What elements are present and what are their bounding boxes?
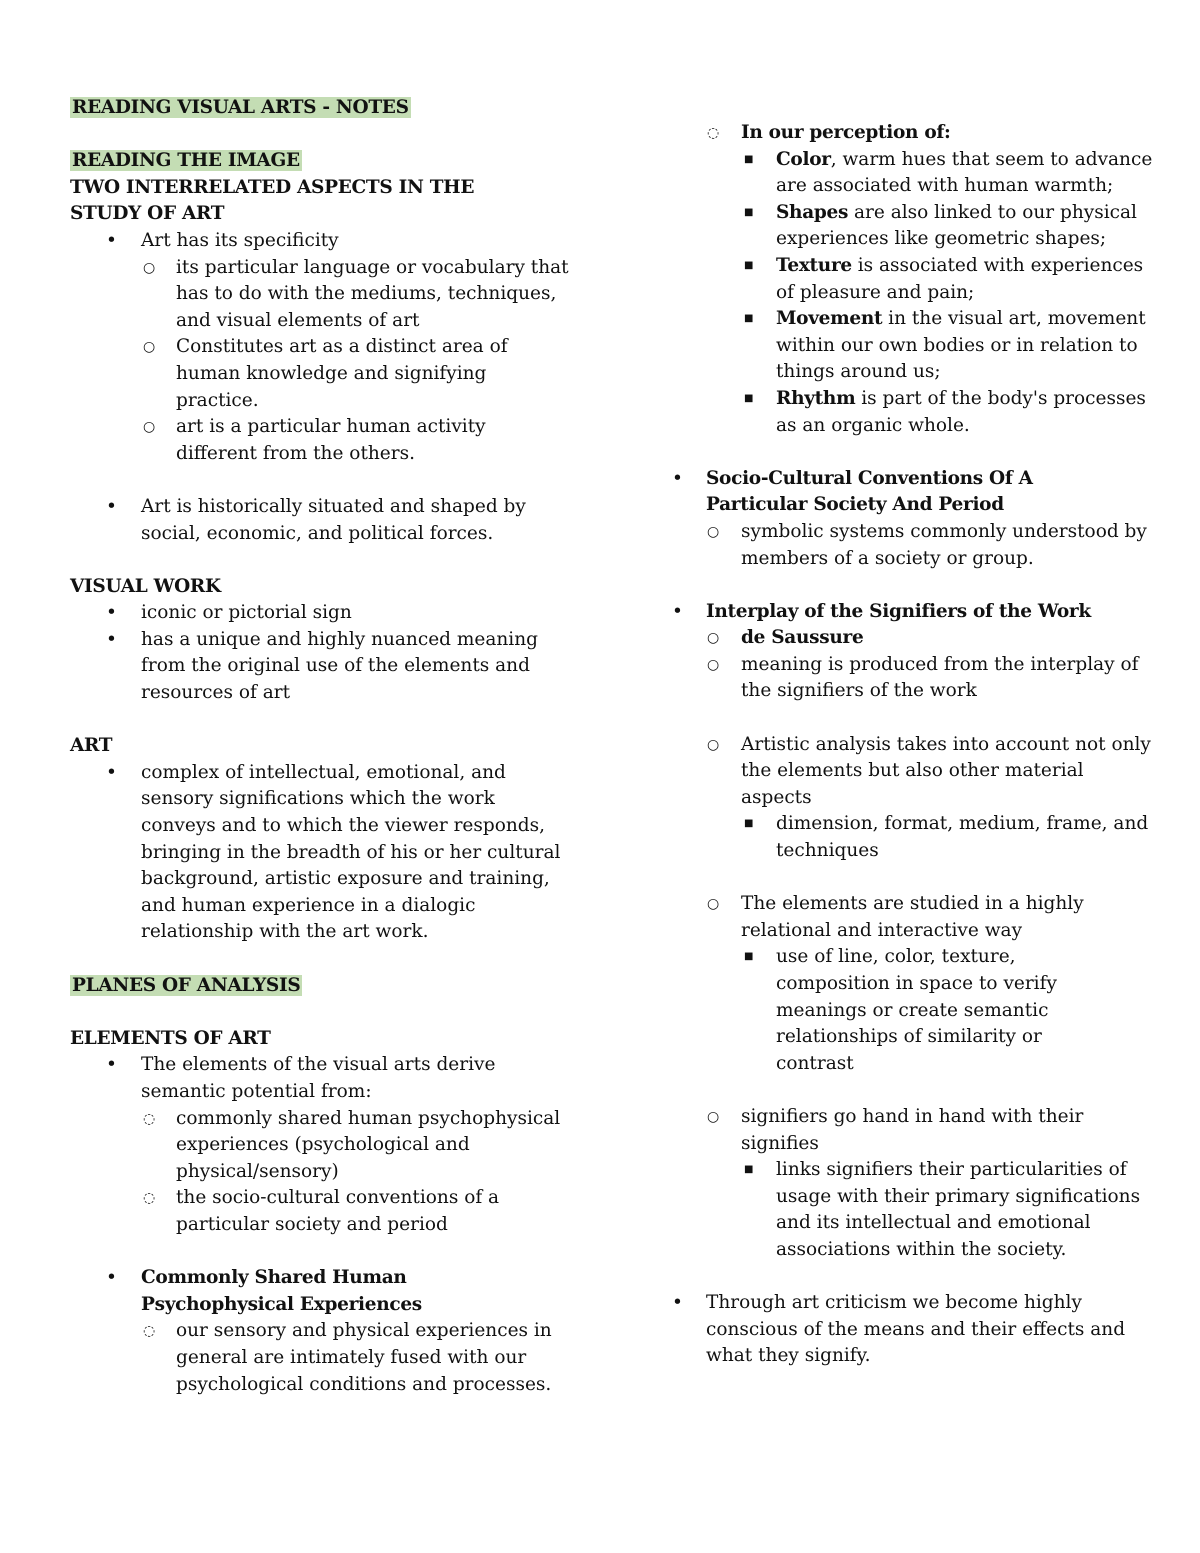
- list-item: ○ meaning is produced from the interplay of the signifiers of the work: [707, 653, 1139, 702]
- list-item: ■ Texture is associated with experiences of pleasure and pain;: [744, 254, 1144, 303]
- bullet-disc-icon: •: [106, 1054, 117, 1076]
- bullet-circle-icon: ○: [143, 259, 156, 276]
- bullet-circle-icon: ○: [143, 419, 156, 436]
- bullet-disc-icon: •: [106, 229, 117, 251]
- list-item: ◌ the socio-cultural conventions of a particular society and period: [143, 1187, 500, 1235]
- bullet-dotted-circle-icon: ◌: [143, 1190, 156, 1207]
- list-item: ■ links signifiers their particularities of usage with their primary significations and its intellectual and emotional associations within the society.: [744, 1159, 1141, 1260]
- bullet-disc-icon: •: [672, 467, 683, 489]
- list-item: ■ use of line, color, texture, composition in space to verify meanings or create semantic relationships of similarity or contrast: [744, 946, 1057, 1074]
- list-item: ■ Color, warm hues that seem to advance are associated with human warmth;: [744, 148, 1153, 197]
- bullet-circle-icon: ○: [707, 896, 720, 913]
- list-item: ■ dimension, format, medium, frame, and techniques: [744, 813, 1149, 862]
- bullet-square-icon: ■: [744, 153, 754, 165]
- list-item: • Socio-Cultural Conventions Of A Particular Society And Period: [672, 467, 1033, 516]
- right-column: [672, 120, 1157, 1370]
- list-item: ◌ In our perception of:: [672, 120, 1157, 147]
- bullet-square-icon: ■: [744, 392, 754, 404]
- list-item: • The elements of the visual arts derive semantic potential from:: [106, 1054, 496, 1102]
- list-item: ◌ commonly shared human psychophysical experiences (psychological and physical/sensory): [143, 1107, 561, 1182]
- bullet-circle-icon: ○: [143, 339, 156, 356]
- bullet-disc-icon: •: [106, 602, 117, 624]
- bullet-disc-icon: •: [106, 628, 117, 650]
- bullet-square-icon: ■: [744, 206, 754, 218]
- list-item: • Through art criticism we become highly conscious of the means and their effects and what they signify.: [672, 1292, 1126, 1367]
- bullet-disc-icon: •: [106, 761, 117, 783]
- planes-heading: PLANES OF ANALYSIS: [72, 974, 301, 996]
- bullet-square-icon: ■: [744, 951, 754, 963]
- bullet-circle-icon: ○: [707, 736, 720, 753]
- bullet-disc-icon: •: [672, 1292, 683, 1314]
- interrelated-aspects-subheading: TWO INTERRELATED ASPECTS IN THE STUDY OF ART: [70, 176, 475, 225]
- list-item: ■ Movement in the visual art, movement within our own bodies or in relation to things around us;: [744, 308, 1146, 383]
- left-column: [70, 95, 570, 1398]
- list-item: ■ Shapes are also linked to our physical experiences like geometric shapes;: [744, 201, 1137, 250]
- reading-image-heading: READING THE IMAGE: [72, 150, 300, 172]
- bullet-circle-icon: ○: [707, 523, 720, 540]
- bullet-disc-icon: •: [106, 495, 117, 517]
- bullet-circle-icon: ○: [707, 656, 720, 673]
- list-item: ○ Constitutes art as a distinct area of human knowledge and signifying practice.: [143, 336, 508, 411]
- bullet-circle-icon: ○: [707, 630, 719, 647]
- list-item: ○ The elements are studied in a highly relational and interactive way: [707, 893, 1084, 941]
- list-item: • iconic or pictorial sign: [70, 600, 570, 627]
- bullet-dotted-circle-icon: ◌: [143, 1110, 156, 1127]
- list-item: • has a unique and highly nuanced meaning from the original use of the elements and resources of art: [106, 628, 538, 704]
- bullet-dotted-circle-icon: ◌: [707, 125, 719, 141]
- bullet-disc-icon: •: [106, 1267, 117, 1289]
- visual-work-heading: VISUAL WORK: [70, 575, 221, 597]
- elements-heading: ELEMENTS OF ART: [70, 1027, 271, 1049]
- bullet-square-icon: ■: [744, 1164, 754, 1176]
- bullet-square-icon: ■: [744, 259, 754, 271]
- bullet-square-icon: ■: [744, 313, 754, 325]
- bullet-disc-icon: •: [672, 600, 683, 622]
- list-item: ○ art is a particular human activity different from the others.: [143, 416, 486, 464]
- bullet-circle-icon: ○: [707, 1108, 720, 1125]
- list-item: ○ symbolic systems commonly understood by members of a society or group.: [707, 520, 1147, 569]
- list-item: ○ its particular language or vocabulary that has to do with the mediums, techniques, and visual elements of art: [143, 256, 569, 331]
- list-item: • Interplay of the Signifiers of the Work: [672, 599, 1157, 626]
- list-item: • Art is historically situated and shaped by social, economic, and political forces.: [106, 495, 526, 544]
- art-heading: ART: [70, 735, 113, 757]
- list-item: ○ de Saussure: [672, 625, 1157, 652]
- bullet-dotted-circle-icon: ◌: [143, 1323, 156, 1340]
- list-item: ◌ our sensory and physical experiences in general are intimately fused with our psychological conditions and processes.: [143, 1320, 552, 1395]
- document-title: READING VISUAL ARTS - NOTES: [72, 97, 409, 118]
- list-item: ■ Rhythm is part of the body's processes as an organic whole.: [744, 387, 1146, 436]
- list-item: ○ Artistic analysis takes into account not only the elements but also other material aspects: [707, 733, 1151, 808]
- bullet-square-icon: ■: [744, 818, 754, 830]
- list-item: • Commonly Shared Human Psychophysical Experiences: [106, 1267, 422, 1315]
- list-item: • complex of intellectual, emotional, and sensory significations which the work conveys and to which the viewer responds, bringing in the breadth of his or her cultural background, artistic exposure and training, and human experience in a dialogic relationship with the art work.: [106, 761, 561, 943]
- list-item: ○ signifiers go hand in hand with their signifies: [707, 1105, 1084, 1154]
- list-item: • Art has its specificity: [70, 228, 570, 255]
